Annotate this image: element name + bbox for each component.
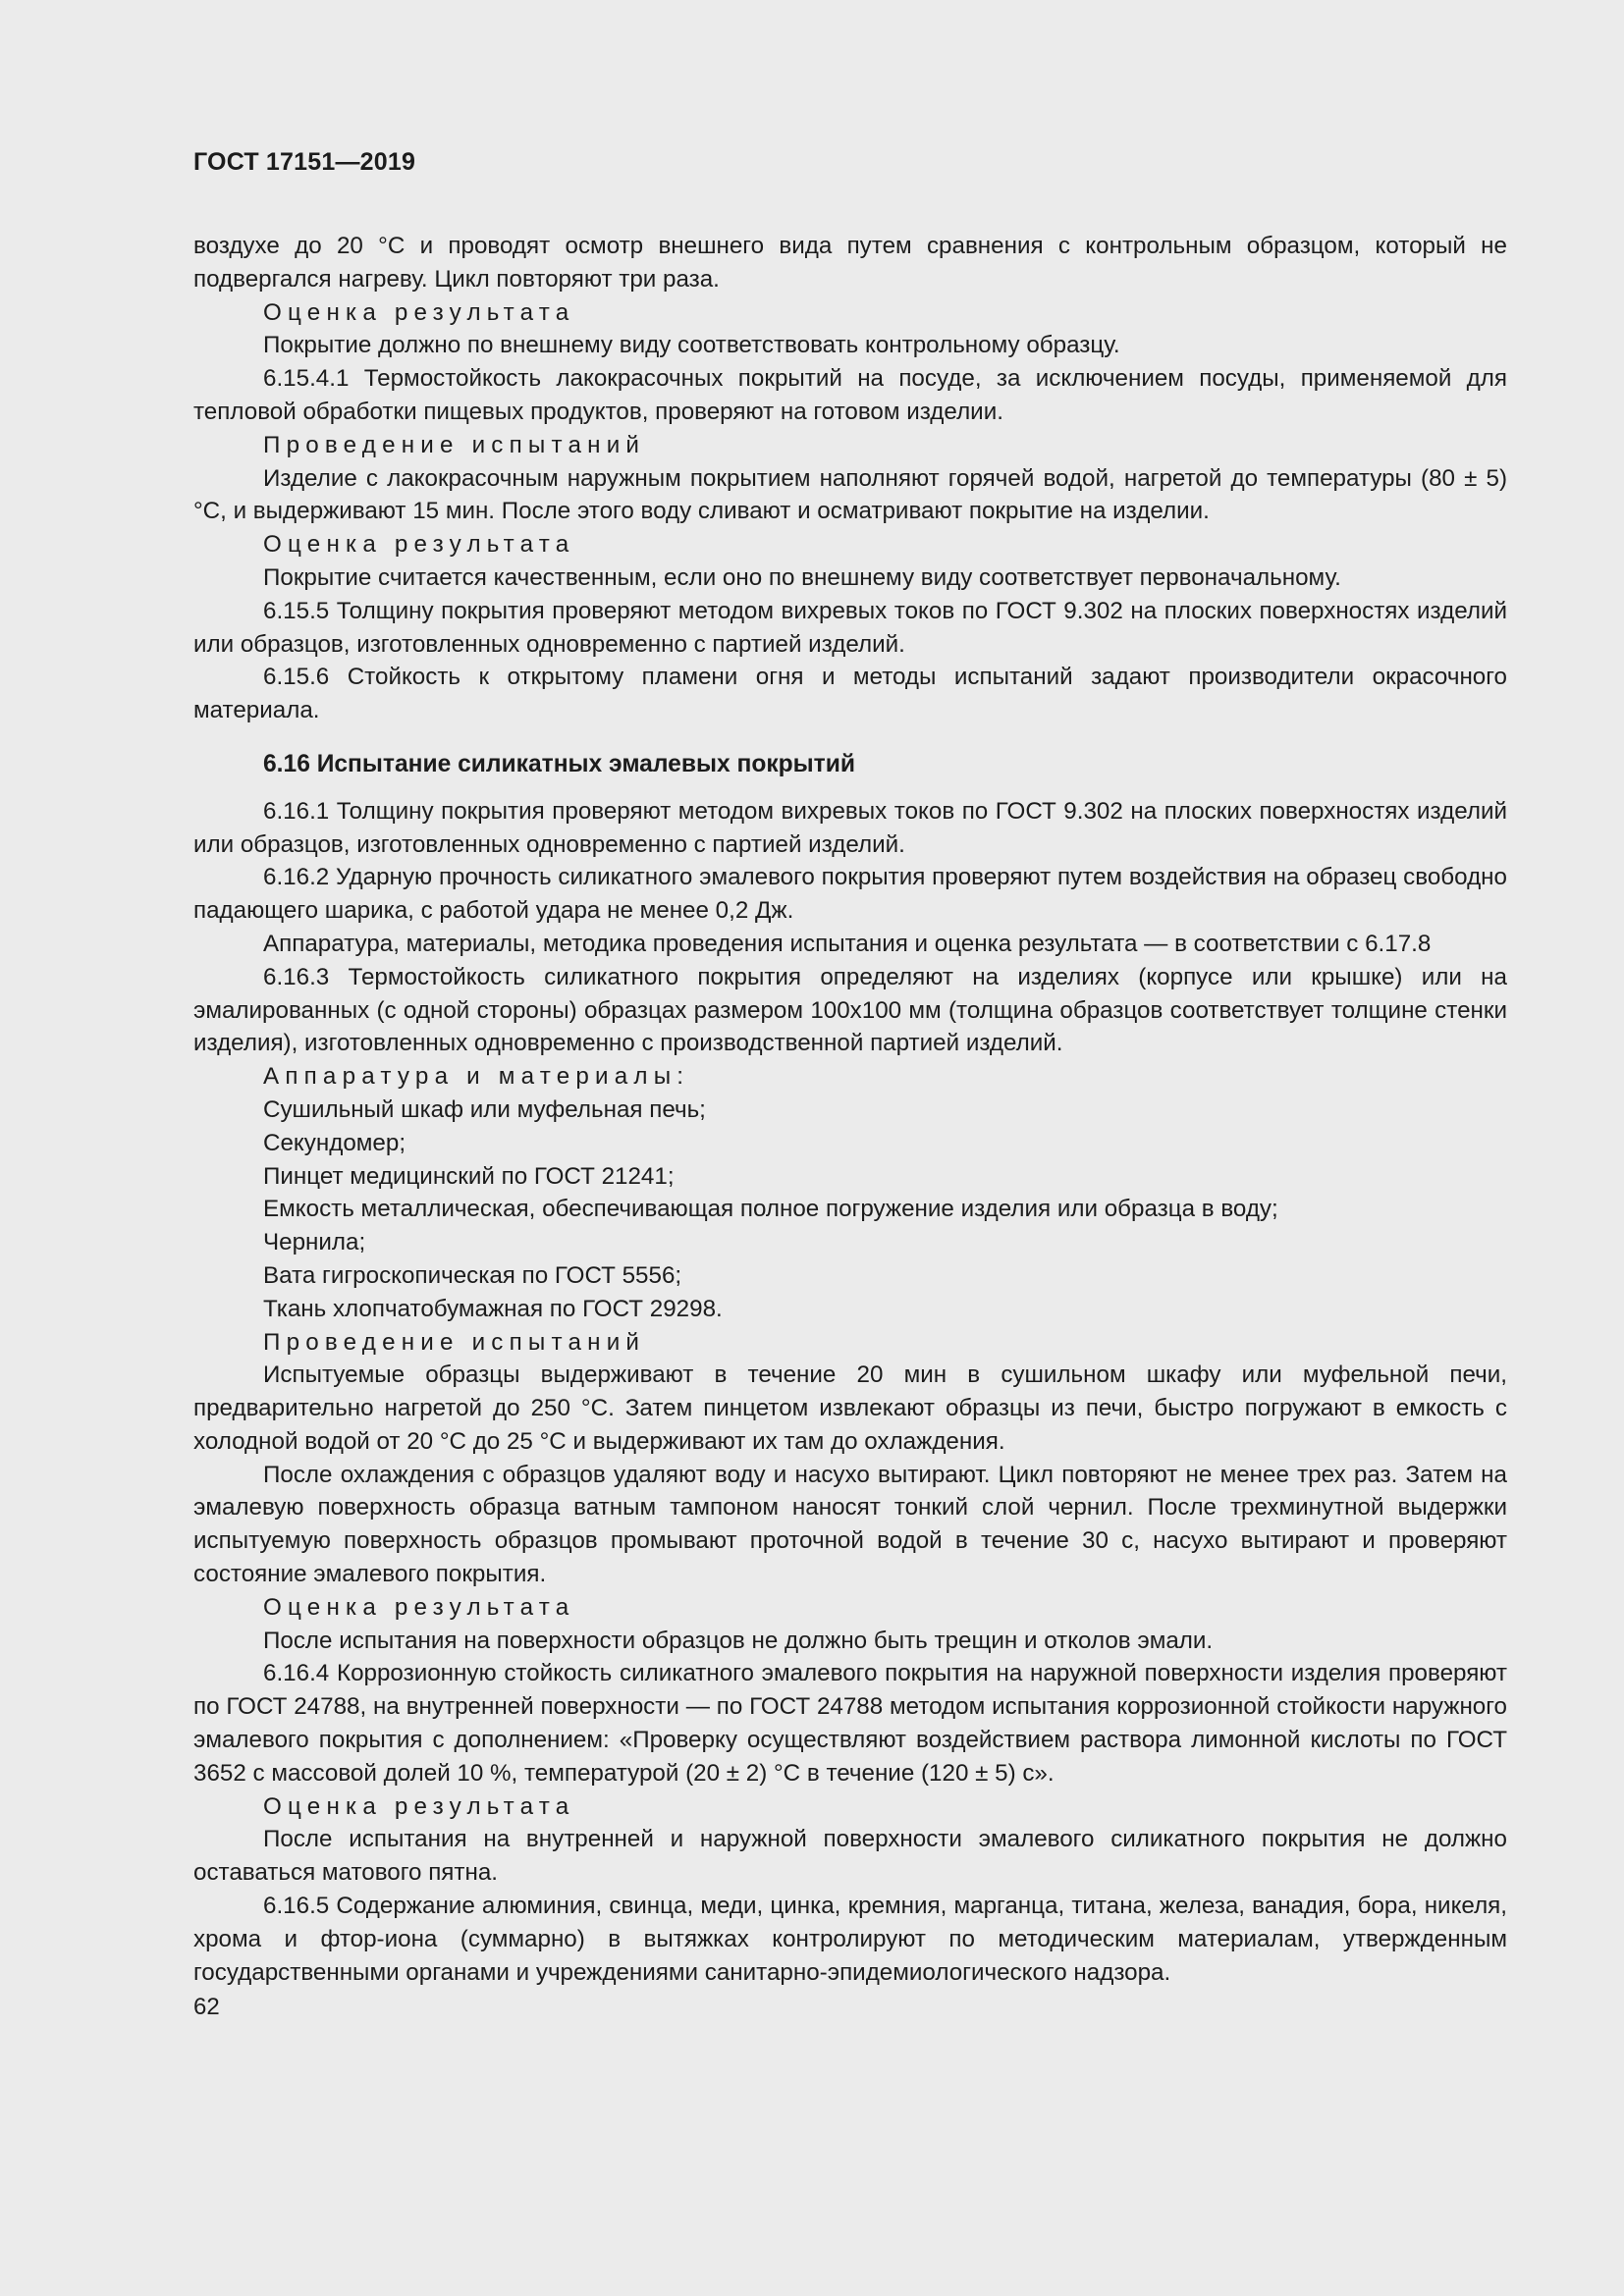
- paragraph-6-15-4-1: 6.15.4.1 Термостойкость лакокрасочных покрытий на посуде, за исключением посуды, применяемой для тепловой обработки пищевых продуктов, проверяют на готовом изделии.: [193, 365, 1507, 425]
- paragraph: Изделие с лакокрасочным наружным покрытием наполняют горячей водой, нагретой до температуры (80 ± 5) °С, и выдерживают 15 мин. После этого воду сливают и осматривают покрытие на изделии.: [193, 464, 1507, 525]
- equipment-item: Вата гигроскопическая по ГОСТ 5556;: [263, 1261, 682, 1289]
- paragraph: Испытуемые образцы выдерживают в течение 20 мин в сушильном шкафу или муфельной печи, предварительно нагретой до 250 °С. Затем пинцетом извлекают образцы из печи, быстро погружают в емкость с холодной водой от 20 °С до 25 °С и выдерживают их там до охлаждения.: [193, 1362, 1507, 1455]
- paragraph: Покрытие должно по внешнему виду соответствовать контрольному образцу.: [263, 332, 1120, 359]
- subheading-result: Оценка результата: [263, 1593, 575, 1621]
- paragraph-6-15-5: 6.15.5 Толщину покрытия проверяют методом вихревых токов по ГОСТ 9.302 на плоских поверхностях изделий или образцов, изготовленных одновременно с партией изделий.: [193, 597, 1507, 658]
- document-body: [193, 230, 1507, 1989]
- document-header: ГОСТ 17151—2019: [193, 148, 416, 176]
- paragraph: Покрытие считается качественным, если оно по внешнему виду соответствует первоначальному.: [263, 563, 1341, 591]
- equipment-item: Емкость металлическая, обеспечивающая полное погружение изделия или образца в воду;: [263, 1196, 1278, 1223]
- paragraph-6-16-4: 6.16.4 Коррозионную стойкость силикатного эмалевого покрытия на наружной поверхности изделия проверяют по ГОСТ 24788, на внутренней поверхности — по ГОСТ 24788 методом испытания коррозионной стойкости наружного эмалевого покрытия с дополнением: «Проверку осуществляют воздействием раствора лимонной кислоты по ГОСТ 3652 с массовой долей 10 %, температурой (20 ± 2) °С в течение (120 ± 5) с».: [193, 1660, 1507, 1787]
- paragraph-6-16-5: 6.16.5 Содержание алюминия, свинца, меди, цинка, кремния, марганца, титана, железа, ванадия, бора, никеля, хрома и фтор-иона (суммарно) в вытяжках контролируют по методическим материалам, утвержденным государственными органами и учреждениями санитарно-эпидемиологического надзора.: [193, 1893, 1507, 1986]
- paragraph: Аппаратура, материалы, методика проведения испытания и оценка результата — в соответствии с 6.17.8: [263, 930, 1432, 957]
- section-title-6-16: 6.16 Испытание силикатных эмалевых покрытий: [263, 750, 855, 777]
- paragraph-6-15-6: 6.15.6 Стойкость к открытому пламени огня и методы испытаний задают производители окрасочного материала.: [193, 664, 1507, 724]
- equipment-item: Секундомер;: [263, 1129, 406, 1156]
- equipment-item: Ткань хлопчатобумажная по ГОСТ 29298.: [263, 1295, 723, 1322]
- paragraph-6-16-3: 6.16.3 Термостойкость силикатного покрытия определяют на изделиях (корпусе или крышке) или на эмалированных (с одной стороны) образцах размером 100х100 мм (толщина образцов соответствует толщине стенки изделия), изготовленных одновременно с производственной партией изделий.: [193, 963, 1507, 1057]
- subheading-result: Оценка результата: [263, 298, 575, 326]
- equipment-item: Чернила;: [263, 1229, 366, 1256]
- subheading-testing: Проведение испытаний: [263, 1328, 646, 1356]
- equipment-item: Сушильный шкаф или муфельная печь;: [263, 1095, 706, 1123]
- equipment-item: Пинцет медицинский по ГОСТ 21241;: [263, 1162, 675, 1190]
- paragraph-6-16-2: 6.16.2 Ударную прочность силикатного эмалевого покрытия проверяют путем воздействия на образец свободно падающего шарика, с работой удара не менее 0,2 Дж.: [193, 864, 1507, 925]
- document-page: [193, 145, 1507, 2024]
- paragraph: После испытания на внутренней и наружной поверхности эмалевого силикатного покрытия не должно оставаться матового пятна.: [193, 1826, 1507, 1887]
- page-number: 62: [193, 1994, 220, 2021]
- subheading-testing: Проведение испытаний: [263, 431, 646, 458]
- subheading-equipment: Аппаратура и материалы:: [263, 1063, 690, 1091]
- subheading-result: Оценка результата: [263, 1792, 575, 1820]
- paragraph: После охлаждения с образцов удаляют воду и насухо вытирают. Цикл повторяют не менее трех раз. Затем на эмалевую поверхность образца ватным тампоном наносят тонкий слой чернил. После трехминутной выдержки испытуемую поверхность образцов промывают проточной водой в течение 30 с, насухо вытирают и проверяют состояние эмалевого покрытия.: [193, 1461, 1507, 1588]
- paragraph-6-16-1: 6.16.1 Толщину покрытия проверяют методом вихревых токов по ГОСТ 9.302 на плоских поверхностях изделий или образцов, изготовленных одновременно с партией изделий.: [193, 797, 1507, 858]
- subheading-result: Оценка результата: [263, 531, 575, 559]
- paragraph: После испытания на поверхности образцов не должно быть трещин и отколов эмали.: [263, 1627, 1214, 1654]
- paragraph: воздухе до 20 °С и проводят осмотр внешнего вида путем сравнения с контрольным образцом, который не подвергался нагреву. Цикл повторяют три раза.: [193, 233, 1507, 293]
